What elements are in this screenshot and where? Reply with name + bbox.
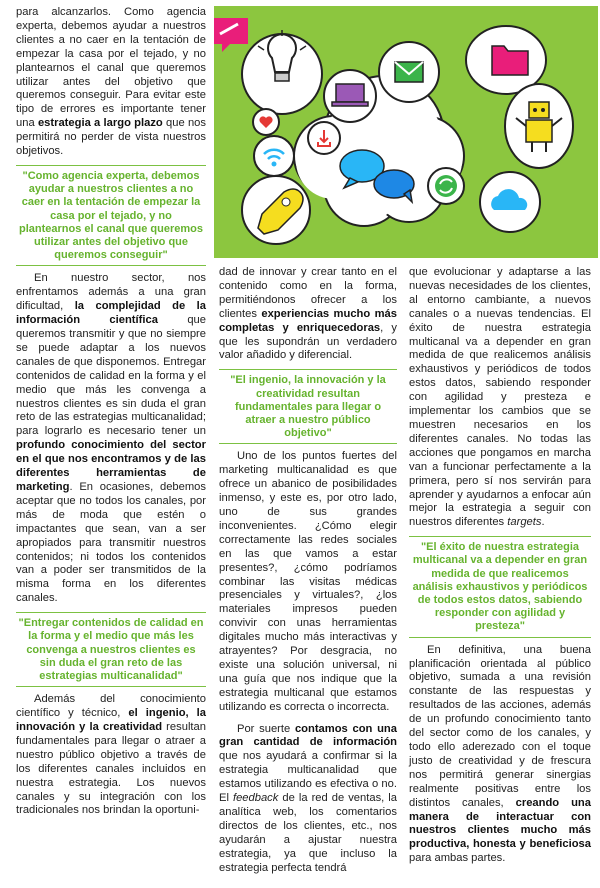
laptop-icon bbox=[324, 70, 376, 122]
paragraph: Uno de los puntos fuertes del marketing multicanalidad es que ofrece un abanico de posibilidades inmenso, y este es, por otro lado, uno de sus grandes inconvenientes. ¿Cómo elegir correctamente las redes sociales en las que vamos a estar presentes?, ¿cómo podríamos combinar las visitas médicas presenciales y virtuales?, ¿los materiales impresos pueden convivir con unas herramientas digitales mucho más interactivas y atrayentes? Por desgracia, no existe una solución universal, ni una guía que nos indique que la estrategia multicanal que estamos utilizando es correcta o incorrecta. bbox=[219, 450, 397, 713]
column-2 bbox=[219, 266, 397, 876]
rocket-icon bbox=[242, 176, 310, 244]
wifi-icon bbox=[254, 136, 294, 176]
pull-quote: "El ingenio, la innovación y la creatividad resultan fundamentales para llegar o atraer a nuestro público objetivo" bbox=[219, 369, 397, 444]
pull-quote: "El éxito de nuestra estrategia multicanal va a depender en gran medida de que realicemos análisis exhaustivos y periódicos de todos estos datos, sabiendo responder con agilidad y presteza" bbox=[409, 536, 591, 637]
paragraph: Además del conocimiento científico y técnico, el ingenio, la innovación y la creatividad resultan fundamentales para llegar o atraer a nuestro público objetivo a través de los diferentes canales incluidos en nuestra estrategia. Los nuevos canales y su integración con los tradicionales nos brindan la oportuni- bbox=[16, 693, 206, 817]
paragraph: En definitiva, una buena planificación orientada al público objetivo, sumada a una revisión constante de las respuestas y resultados de las acciones, además de un profundo conocimiento tanto del sector como de los canales, y todo ello aderezado con el toque justo de creatividad y de frescura nos permitirá generar sinergias realmente positivas entre los distintos canales, creando una manera de interactuar con nuestros clientes mucho más productiva, honesta y beneficiosa para ambas partes. bbox=[409, 643, 591, 865]
paragraph: dad de innovar y crear tanto en el contenido como en la forma, permitiéndonos ofrecer a los clientes experiencias mucho más completas y enriquecedoras, y que les supondrán un verdadero valor añadido y diferencial. bbox=[219, 266, 397, 362]
column-3 bbox=[409, 266, 591, 866]
download-icon bbox=[308, 122, 340, 154]
robot-icon bbox=[505, 84, 573, 168]
multichannel-illustration bbox=[214, 6, 598, 258]
refresh-icon bbox=[428, 168, 464, 204]
cloud-icon bbox=[480, 172, 540, 232]
pull-quote: "Como agencia experta, debemos ayudar a nuestros clientes a no caer en la tentación de empezar la casa por el tejado, y no plantearnos el canal que queremos utilizar antes del objetivo que queremos conseguir" bbox=[16, 165, 206, 266]
paragraph: que evolucionar y adaptarse a las nuevas necesidades de los clientes, al entorno cambiante, a nuevos canales o a nuevas tendencias. El éxito de nuestra estrategia multicanal va a depender en gran medida de que realicemos análisis exhaustivos y periódicos de todos estos datos, sabiendo responder con agilidad y presteza e implementar los cambios que se muestren necesarios en los diferentes canales. No todas las acciones que pongamos en marcha van a funcionar perfectamente a la primera, pero sí nos servirán para aprender y ayudarnos a enfocar aún mejor la estrategia a seguir con nuestros diferentes targets. bbox=[409, 266, 591, 529]
paragraph: Por suerte contamos con una gran cantidad de información que nos ayudará a confirmar si la estrategia multicanalidad que estamos utilizando es efectiva o no. El feedback de la red de ventas, la analítica web, los comentarios directos de los clientes, etc., nos ayudarán a ajustar nuestra estrategia, ya que incluso la estrategia perfecta tendrá bbox=[219, 722, 397, 874]
heart-icon bbox=[253, 109, 279, 135]
paragraph: para alcanzarlos. Como agencia experta, debemos ayudar a nuestros clientes a no caer en la tentación de empezar la casa por el tejado, y no plantearnos el canal que queremos utilizar antes del objetivo que queremos conseguir. Para evitar este tipo de errores es importante tener una estrategia a largo plazo que nos permitirá no perder de vista nuestros objetivos. bbox=[16, 6, 206, 158]
column-1 bbox=[16, 6, 206, 818]
envelope-icon bbox=[379, 42, 439, 102]
pull-quote: "Entregar contenidos de calidad en la forma y el medio que más les convenga a nuestros clientes es sin duda el gran reto de las estrategias multicanalidad" bbox=[16, 612, 206, 687]
paragraph: En nuestro sector, nos enfrentamos además a una gran dificultad, la complejidad de la información científica que queremos transmitir y que no siempre se puede adaptar a los nuevos canales de que disponemos. Entregar contenidos de calidad en la forma y el medio que más les convenga a nuestros clientes es sin duda el gran reto de las estrategias multicanalidad; para lograrlo es necesario tener un profundo conocimiento del sector en el que nos encontramos y de las diferentes herramientas de marketing. En ocasiones, debemos aceptar que no todos los canales, por más de moda que estén o impactantes que sean, van a ser apropiados para transmitir nuestros contenidos; ni todos los contenidos van a poder ser transmitidos de la misma forma en los diferentes canales. bbox=[16, 272, 206, 605]
